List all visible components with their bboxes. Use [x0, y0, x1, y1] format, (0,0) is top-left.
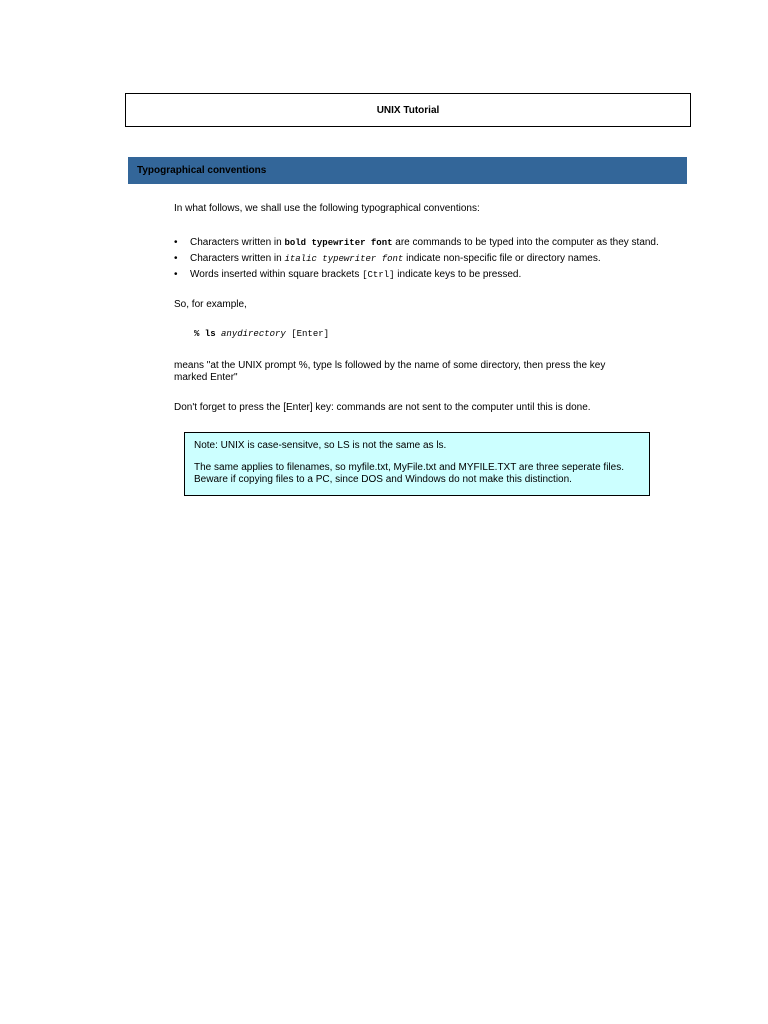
section-heading: Typographical conventions	[128, 157, 687, 184]
note-line: The same applies to filenames, so myfile.txt, MyFile.txt and MYFILE.TXT are three seperate files. Beware if copying files to a PC, since DOS and Windows do not make this distinction.	[194, 462, 624, 485]
command-key: [Enter]	[285, 329, 330, 339]
page-title: UNIX Tutorial	[125, 93, 691, 127]
example-intro: So, for example,	[174, 299, 247, 310]
means-text: means "at the UNIX prompt %, type ls followed by the name of some directory, then press the key marked Enter"	[174, 360, 606, 383]
list-item	[174, 251, 659, 267]
list-item	[174, 235, 659, 251]
note-box	[184, 432, 650, 496]
bullet-text-pre: Words inserted within square brackets	[190, 269, 363, 280]
bullet-text-post: are commands to be typed into the computer as they stand.	[392, 237, 659, 248]
intro-text: In what follows, we shall use the following typographical conventions:	[174, 203, 480, 214]
bullet-text-pre: Characters written in	[190, 253, 285, 264]
bullet-text-post: indicate non-specific file or directory names.	[403, 253, 601, 264]
command-arg: anydirectory	[221, 329, 286, 339]
bold-typewriter-sample: bold typewriter font	[284, 238, 393, 248]
note-line: Note: UNIX is case-sensitve, so LS is not the same as ls.	[194, 440, 447, 451]
example-command	[194, 329, 329, 339]
bullet-text-pre: Characters written in	[190, 237, 285, 248]
bullet-text-post: indicate keys to be pressed.	[394, 269, 522, 280]
italic-typewriter-sample: italic typewriter font	[284, 254, 404, 264]
key-sample: [Ctrl]	[362, 270, 395, 280]
command-text: % ls	[194, 329, 222, 339]
dont-forget-text: Don't forget to press the [Enter] key: commands are not sent to the computer until this is done.	[174, 402, 591, 413]
conventions-list	[174, 235, 659, 283]
list-item	[174, 267, 659, 283]
